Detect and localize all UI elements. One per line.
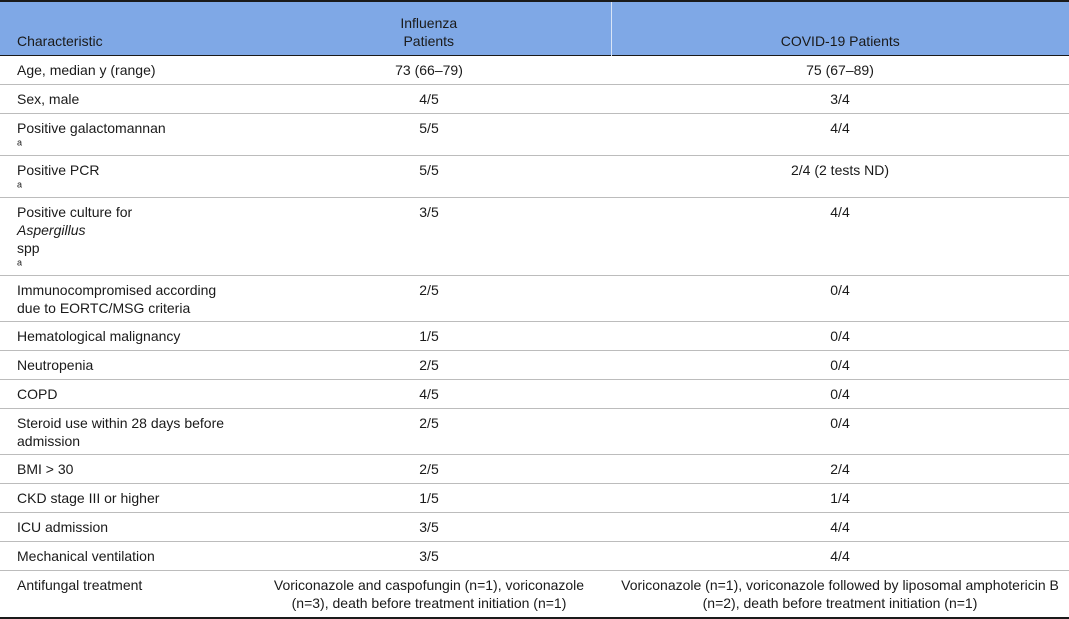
table-row: [0, 513, 1069, 542]
covid-value: 4/4: [611, 114, 1069, 156]
header-covid: COVID-19 Patients: [611, 1, 1069, 56]
influenza-value: 2/5: [247, 276, 611, 322]
row-label: Sex, male: [0, 85, 247, 114]
row-label: Antifungal treatment: [0, 571, 247, 618]
table-row: [0, 114, 1069, 156]
covid-value: 4/4: [611, 513, 1069, 542]
row-label: Steroid use within 28 days before admission: [0, 409, 247, 455]
row-label: BMI > 30: [0, 455, 247, 484]
covid-value: 0/4: [611, 409, 1069, 455]
footnote-marker: a: [17, 179, 23, 190]
table-row: [0, 276, 1069, 322]
covid-value: 0/4: [611, 351, 1069, 380]
influenza-value: 2/5: [247, 409, 611, 455]
influenza-value: 5/5: [247, 114, 611, 156]
table-row: [0, 156, 1069, 198]
row-label: Positive PCR$^a$: [0, 156, 247, 198]
influenza-value: 3/5: [247, 513, 611, 542]
row-label: COPD: [0, 380, 247, 409]
table-row: [0, 380, 1069, 409]
covid-value: 4/4: [611, 198, 1069, 276]
row-label: ICU admission: [0, 513, 247, 542]
table-row: [0, 484, 1069, 513]
row-label: Hematological malignancy: [0, 322, 247, 351]
influenza-value: 5/5: [247, 156, 611, 198]
influenza-value: 4/5: [247, 380, 611, 409]
influenza-value: 2/5: [247, 351, 611, 380]
covid-value: 0/4: [611, 276, 1069, 322]
covid-value: 2/4: [611, 455, 1069, 484]
row-label: Positive galactomannan$^a$: [0, 114, 247, 156]
row-label: Mechanical ventilation: [0, 542, 247, 571]
table-header: [0, 1, 1069, 56]
covid-value: Voriconazole (n=1), voriconazole followed by liposomal amphotericin B (n=2), death before treatment initiation (n=1): [611, 571, 1069, 618]
influenza-value: 73 (66–79): [247, 56, 611, 85]
table-row: [0, 571, 1069, 618]
influenza-value: Voriconazole and caspofungin (n=1), voriconazole (n=3), death before treatment initiation (n=1): [247, 571, 611, 618]
influenza-value: 3/5: [247, 542, 611, 571]
row-label: Neutropenia: [0, 351, 247, 380]
covid-value: 3/4: [611, 85, 1069, 114]
table-row: [0, 322, 1069, 351]
footnote-marker: a: [17, 257, 23, 268]
influenza-value: 3/5: [247, 198, 611, 276]
header-characteristic: Characteristic: [0, 1, 247, 56]
table-row: [0, 455, 1069, 484]
covid-value: 2/4 (2 tests ND): [611, 156, 1069, 198]
header-influenza: Influenza Patients: [247, 1, 611, 56]
footnote-marker: a: [17, 137, 23, 148]
table-row: [0, 198, 1069, 276]
row-label: Immunocompromised according due to EORTC/MSG criteria: [0, 276, 247, 322]
covid-value: 75 (67–89): [611, 56, 1069, 85]
influenza-value: 4/5: [247, 85, 611, 114]
row-label: Age, median y (range): [0, 56, 247, 85]
covid-value: 0/4: [611, 380, 1069, 409]
table-row: [0, 351, 1069, 380]
covid-value: 0/4: [611, 322, 1069, 351]
covid-value: 1/4: [611, 484, 1069, 513]
table-row: [0, 56, 1069, 85]
row-label: Positive culture forAspergillusspp$^a$: [0, 198, 247, 276]
row-label: CKD stage III or higher: [0, 484, 247, 513]
influenza-value: 2/5: [247, 455, 611, 484]
table-row: [0, 542, 1069, 571]
table-row: [0, 409, 1069, 455]
influenza-value: 1/5: [247, 484, 611, 513]
influenza-value: 1/5: [247, 322, 611, 351]
table-row: [0, 85, 1069, 114]
covid-value: 4/4: [611, 542, 1069, 571]
